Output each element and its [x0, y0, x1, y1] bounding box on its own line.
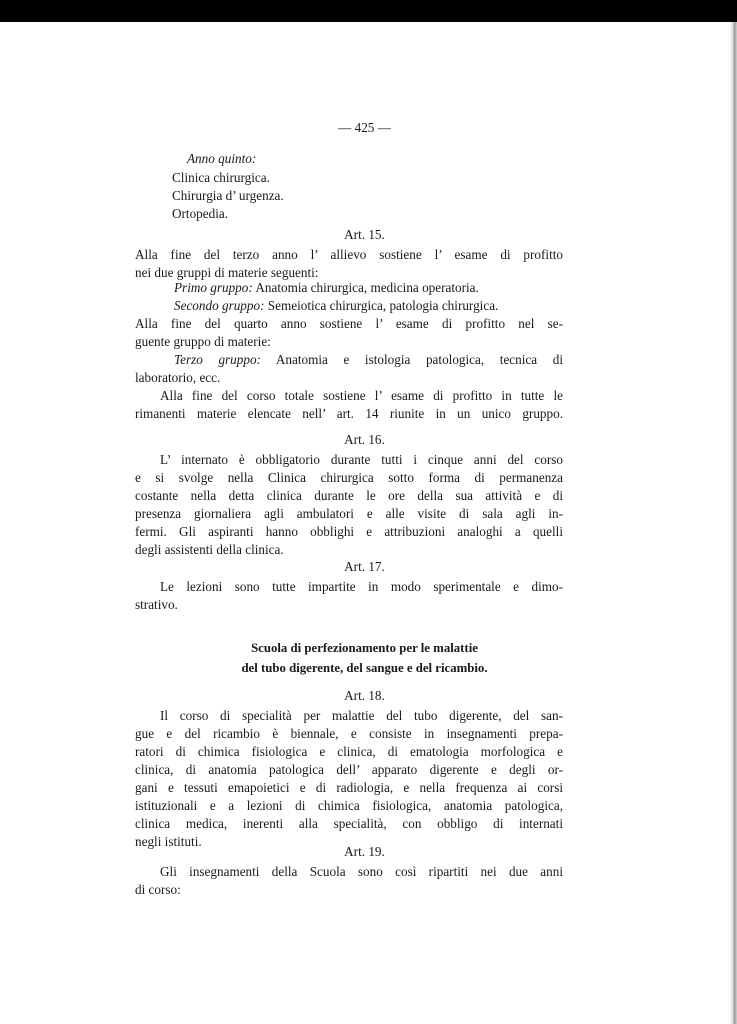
- scuola-title: Scuola di perfezionamento per le malattie: [251, 641, 478, 655]
- scan-right-edge: [729, 22, 737, 1024]
- document-page: [0, 22, 729, 1024]
- art16-line: presenza giornaliera agli ambulatori e alle visite di sala agli in-: [135, 506, 563, 521]
- group-text: Semeiotica chirurgica, patologia chirurgica.: [267, 298, 499, 313]
- art18-line: Il corso di specialità per malattie del tubo digerente, del san-: [160, 708, 563, 723]
- art18-line: ratori di chimica fisiologica e clinica, di ematologia morfologica e: [135, 744, 563, 759]
- art16-title: Art. 16.: [344, 432, 385, 447]
- art17-line: strativo.: [135, 597, 178, 612]
- art15-line: nei due gruppi di materie seguenti:: [135, 265, 319, 280]
- art15-title: Art. 15.: [344, 227, 385, 242]
- art15-line: rimanenti materie elencate nell’ art. 14 riunite in un unico gruppo.: [135, 406, 563, 421]
- art15-line: Alla fine del corso totale sostiene l’ esame di profitto in tutte le: [160, 388, 563, 403]
- anno-quinto-item: Clinica chirurgica.: [172, 170, 270, 185]
- art18-line: istituzionali e a lezioni di chimica fisiologica, anatomia patologica,: [135, 798, 563, 813]
- art16-line: costante nella detta clinica durante le ore della sua attività e di: [135, 488, 563, 503]
- art15-line: Alla fine del quarto anno sostiene l’ esame di profitto nel se-: [135, 316, 563, 331]
- page-number: — 425 —: [338, 120, 391, 135]
- group-label: Secondo gruppo:: [174, 298, 265, 313]
- group-text: Anatomia chirurgica, medicina operatoria.: [255, 280, 479, 295]
- art19-title: Art. 19.: [344, 844, 385, 859]
- art15-line: guente gruppo di materie:: [135, 334, 271, 349]
- art15-group-3: [174, 350, 563, 369]
- anno-quinto-item: Chirurgia d’ urgenza.: [172, 188, 284, 203]
- art18-title: Art. 18.: [344, 688, 385, 703]
- art15-group-1: [174, 278, 479, 297]
- art18-line: gue e del ricambio è biennale, e consiste in insegnamenti prepa-: [135, 726, 563, 741]
- art18-line: gani e tessuti emapoietici e di radiologia, e nella frequenza ai corsi: [135, 780, 563, 795]
- anno-quinto-heading: Anno quinto:: [187, 151, 257, 166]
- group-label: Primo gruppo:: [174, 280, 253, 295]
- art15-group-2: [174, 296, 498, 315]
- art16-line: fermi. Gli aspiranti hanno obblighi e attribuzioni analoghi a quelli: [135, 524, 563, 539]
- art15-line: Alla fine del terzo anno l’ allievo sostiene l’ esame di profitto: [135, 247, 563, 262]
- art16-line: L’ internato è obbligatorio durante tutti i cinque anni del corso: [160, 452, 563, 467]
- art16-line: e si svolge nella Clinica chirurgica sotto forma di permanenza: [135, 470, 563, 485]
- scuola-title: del tubo digerente, del sangue e del ricambio.: [241, 661, 488, 675]
- group-label: Terzo gruppo:: [174, 352, 261, 367]
- art19-line: di corso:: [135, 882, 181, 897]
- art15-line: laboratorio, ecc.: [135, 370, 221, 385]
- art17-title: Art. 17.: [344, 559, 385, 574]
- group-text: Anatomia e istologia patologica, tecnica di: [275, 352, 563, 367]
- art18-line: clinica, di anatomia patologica dell’ apparato digerente e degli or-: [135, 762, 563, 777]
- art17-line: Le lezioni sono tutte impartite in modo sperimentale e dimo-: [160, 579, 563, 594]
- art19-line: Gli insegnamenti della Scuola sono così ripartiti nei due anni: [160, 864, 563, 879]
- scan-top-border: [0, 0, 737, 22]
- art18-line: clinica medica, inerenti alla specialità, con obbligo di internati: [135, 816, 563, 831]
- art16-line: degli assistenti della clinica.: [135, 542, 284, 557]
- art18-line: negli istituti.: [135, 834, 202, 849]
- anno-quinto-item: Ortopedia.: [172, 206, 229, 221]
